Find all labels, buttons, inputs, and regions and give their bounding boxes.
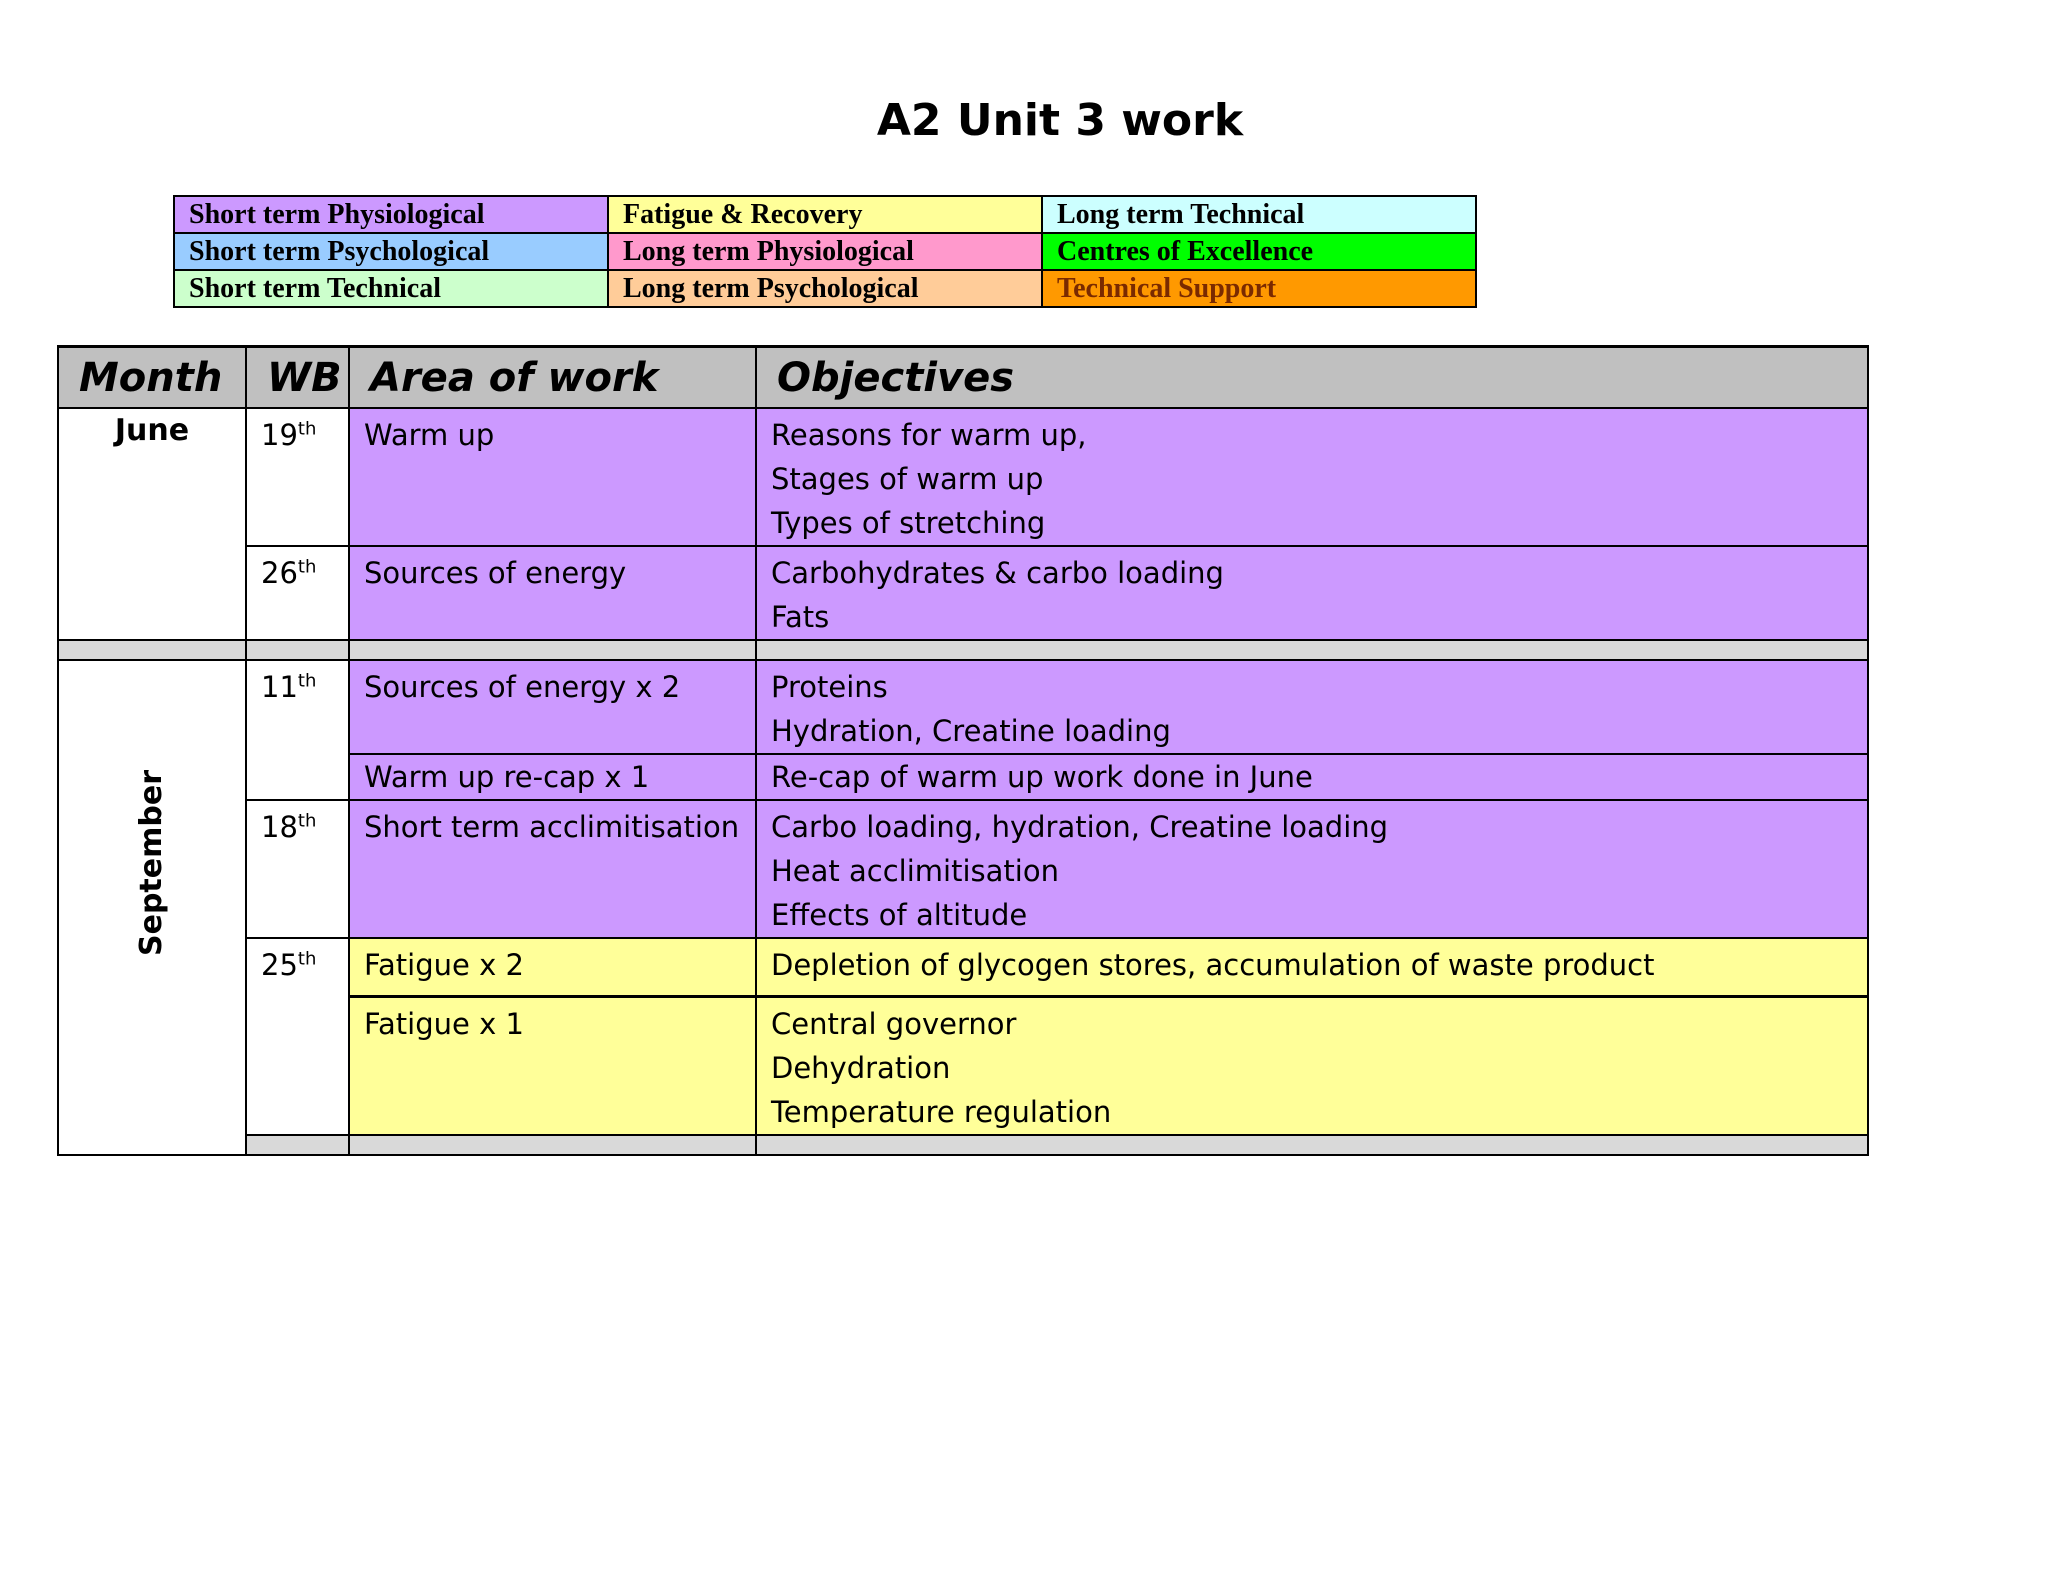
legend-row bbox=[174, 196, 1476, 233]
objective-line: Dehydration bbox=[771, 1051, 951, 1085]
wb-cell: 19th bbox=[246, 408, 349, 546]
area-cell: Warm up re-cap x 1 bbox=[349, 754, 756, 800]
objectives-cell bbox=[756, 997, 1868, 1136]
legend-item: Centres of Excellence bbox=[1042, 233, 1476, 270]
table-row bbox=[58, 660, 1868, 754]
objective-line: Carbo loading, hydration, Creatine loading bbox=[771, 810, 1389, 844]
objective-line: Reasons for warm up, bbox=[771, 418, 1087, 452]
area-cell: Warm up bbox=[349, 408, 756, 546]
objective-line: Heat acclimitisation bbox=[771, 854, 1059, 888]
table-row bbox=[58, 938, 1868, 997]
objective-line: Re-cap of warm up work done in June bbox=[771, 760, 1313, 794]
schedule-header-row bbox=[58, 347, 1868, 409]
area-cell: Fatigue x 1 bbox=[349, 997, 756, 1136]
objectives-cell bbox=[756, 800, 1868, 938]
objective-line: Depletion of glycogen stores, accumulation of waste product bbox=[771, 948, 1655, 982]
legend-item: Long term Technical bbox=[1042, 196, 1476, 233]
table-row bbox=[58, 408, 1868, 546]
objectives-cell bbox=[756, 546, 1868, 640]
header-area: Area of work bbox=[349, 347, 756, 409]
spacer-row bbox=[58, 1135, 1868, 1155]
header-objectives: Objectives bbox=[756, 347, 1868, 409]
month-september-label: September bbox=[134, 770, 169, 956]
month-june: June bbox=[58, 408, 246, 640]
legend-item: Long term Physiological bbox=[608, 233, 1042, 270]
legend-item: Technical Support bbox=[1042, 270, 1476, 307]
wb-cell: 26th bbox=[246, 546, 349, 640]
objective-line: Types of stretching bbox=[771, 506, 1046, 540]
table-row bbox=[58, 546, 1868, 640]
objective-line: Central governor bbox=[771, 1007, 1017, 1041]
objective-line: Temperature regulation bbox=[771, 1095, 1112, 1129]
spacer-cell bbox=[349, 1135, 756, 1155]
objective-line: Stages of warm up bbox=[771, 462, 1044, 496]
objectives-cell bbox=[756, 660, 1868, 754]
legend-item: Fatigue & Recovery bbox=[608, 196, 1042, 233]
spacer-cell bbox=[58, 640, 246, 660]
legend-row bbox=[174, 270, 1476, 307]
header-month: Month bbox=[58, 347, 246, 409]
spacer-cell bbox=[246, 1135, 349, 1155]
wb-cell: 11th bbox=[246, 660, 349, 800]
legend-item: Long term Psychological bbox=[608, 270, 1042, 307]
spacer-cell bbox=[246, 640, 349, 660]
table-row bbox=[58, 800, 1868, 938]
legend-item: Short term Psychological bbox=[174, 233, 608, 270]
schedule-table bbox=[57, 345, 1869, 1156]
color-legend bbox=[173, 195, 1477, 308]
wb-cell: 18th bbox=[246, 800, 349, 938]
area-cell: Short term acclimitisation bbox=[349, 800, 756, 938]
spacer-cell bbox=[349, 640, 756, 660]
page-title: A2 Unit 3 work bbox=[876, 95, 1244, 146]
header-wb: WB bbox=[246, 347, 349, 409]
legend-item: Short term Physiological bbox=[174, 196, 608, 233]
area-cell: Sources of energy x 2 bbox=[349, 660, 756, 754]
objectives-cell bbox=[756, 408, 1868, 546]
objectives-cell bbox=[756, 938, 1868, 997]
wb-cell: 25th bbox=[246, 938, 349, 1135]
spacer-cell bbox=[756, 1135, 1868, 1155]
month-september bbox=[58, 660, 246, 1155]
objective-line: Fats bbox=[771, 600, 830, 634]
objective-line: Hydration, Creatine loading bbox=[771, 714, 1171, 748]
area-cell: Fatigue x 2 bbox=[349, 938, 756, 997]
spacer-cell bbox=[756, 640, 1868, 660]
objective-line: Effects of altitude bbox=[771, 898, 1028, 932]
objective-line: Proteins bbox=[771, 670, 888, 704]
objective-line: Carbohydrates & carbo loading bbox=[771, 556, 1224, 590]
area-cell: Sources of energy bbox=[349, 546, 756, 640]
objectives-cell bbox=[756, 754, 1868, 800]
spacer-row bbox=[58, 640, 1868, 660]
legend-row bbox=[174, 233, 1476, 270]
legend-item: Short term Technical bbox=[174, 270, 608, 307]
